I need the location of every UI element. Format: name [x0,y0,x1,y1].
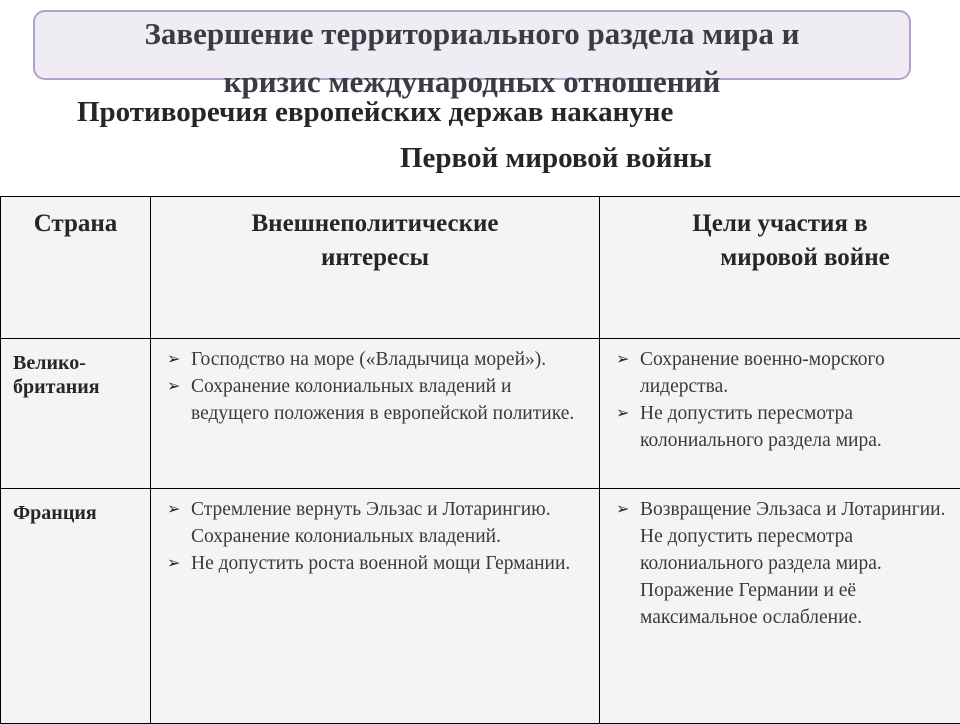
header-interests [151,197,600,339]
list-item-text: Господство на море («Владычица морей»). [191,349,546,370]
table-row [1,339,960,489]
slide-title-line-2: кризис международных отношений [35,64,909,100]
arrow-bullet-icon: ➢ [616,496,629,523]
arrow-bullet-icon: ➢ [167,496,180,523]
arrow-bullet-icon: ➢ [616,346,629,373]
list-item-text: Возвращение Эльзаса и Лотарингии. Не допустить пересмотра колониального раздела мира. Поражение Германии и её максимальное ослабление. [640,499,946,628]
list-item-text: Не допустить пересмотра колониального раздела мира. [640,403,882,451]
table-row [1,489,960,724]
comparison-table [0,196,960,724]
country-cell [1,489,151,724]
country-cell [1,339,151,489]
interests-cell [151,339,600,489]
list-item-text: Сохранение военно-морского лидерства. [640,349,885,397]
list-item [600,400,954,454]
arrow-bullet-icon: ➢ [616,400,629,427]
header-country [1,197,151,339]
interests-cell [151,489,600,724]
goals-cell [600,339,960,489]
goals-cell [600,489,960,724]
arrow-bullet-icon: ➢ [167,346,180,373]
header-goals [600,197,960,339]
list-item [151,550,593,577]
goals-list [600,496,954,631]
goals-list [600,346,954,454]
list-item-text: Сохранение колониальных владений и ведущего положения в европейской политике. [191,376,574,424]
header-interests-line-1: Внешнеполитические [152,207,598,241]
table-header-row [1,197,960,339]
country-name-line-1: Франция [13,501,142,525]
slide-title-line-1: Завершение территориального раздела мира и [35,16,909,52]
subtitle-line-2: Первой мировой войны [400,142,712,175]
title-box [33,10,911,80]
list-item [151,496,593,550]
header-interests-line-2: интересы [152,241,598,275]
list-item [151,346,593,373]
interests-list [151,346,593,427]
list-item [600,496,954,631]
header-goals-line-2: мировой войне [601,241,959,275]
list-item [151,373,593,427]
header-goals-line-1: Цели участия в [601,207,959,241]
arrow-bullet-icon: ➢ [167,373,180,400]
country-name-line-2: британия [13,375,142,399]
subtitle-line-1: Противоречия европейских держав накануне [77,96,673,129]
arrow-bullet-icon: ➢ [167,550,180,577]
interests-list [151,496,593,577]
list-item [600,346,954,400]
list-item-text: Стремление вернуть Эльзас и Лотарингию. Сохранение колониальных владений. [191,499,551,547]
list-item-text: Не допустить роста военной мощи Германии. [191,553,570,574]
country-name-line-1: Велико- [13,351,142,375]
header-country-label: Страна [34,210,118,237]
